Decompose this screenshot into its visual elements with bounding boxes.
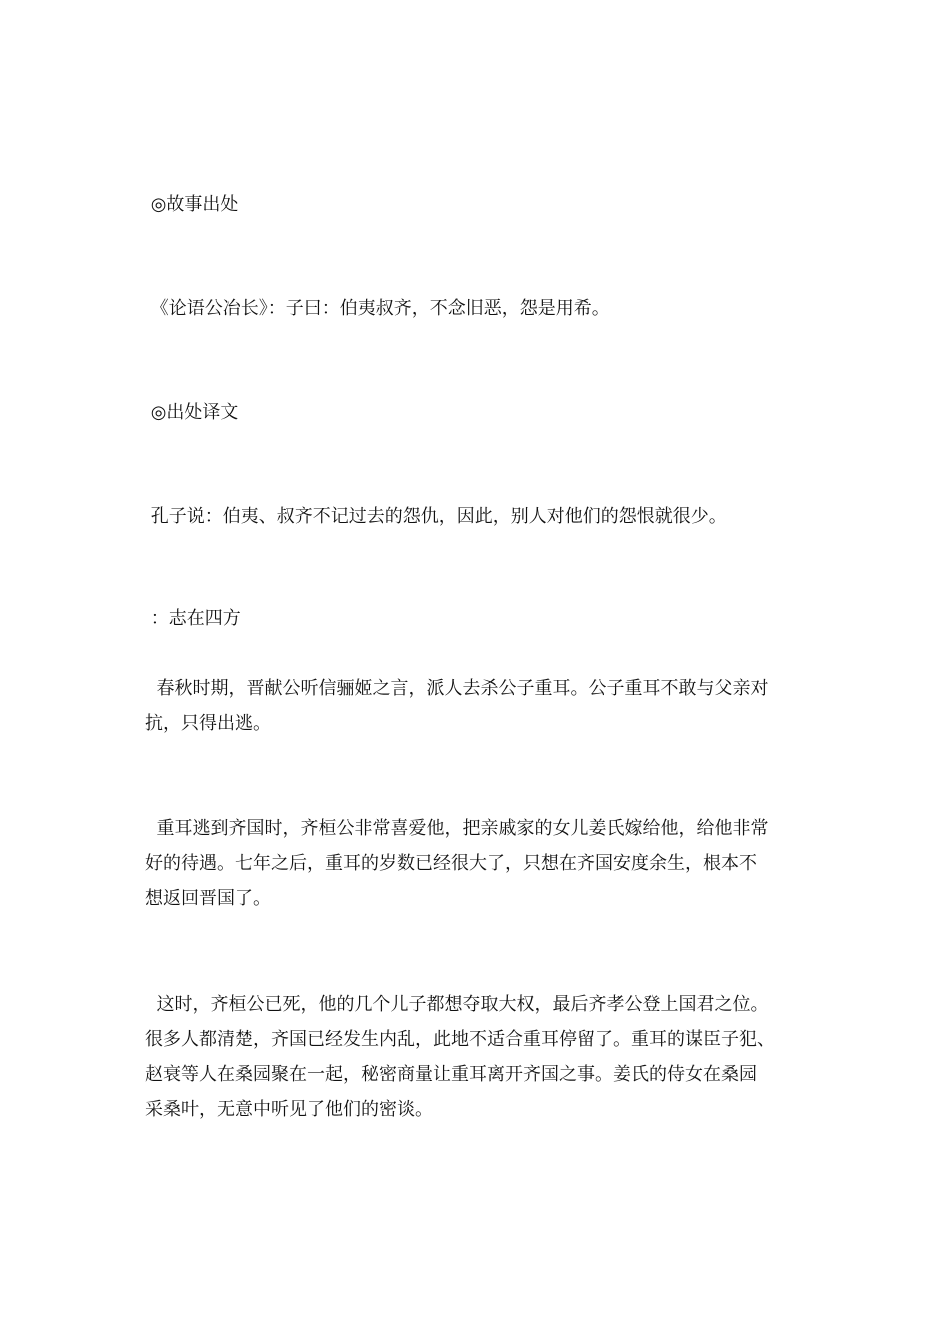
paragraph-1 [145, 678, 810, 735]
paragraph-line: 春秋时期，晋献公听信骊姬之言，派人去杀公子重耳。公子重耳不敢与父亲对 [145, 678, 769, 699]
paragraph-2 [145, 818, 810, 910]
paragraph-line: 重耳逃到齐国时，齐桓公非常喜爱他，把亲戚家的女儿姜氏嫁给他，给他非常 [145, 818, 769, 839]
section-heading-source: ◎故事出处 [145, 194, 239, 215]
section-heading-translation: ◎出处译文 [145, 402, 239, 423]
source-quote: 《论语公冶长》：子曰：伯夷叔齐，不念旧恶，怨是用希。 [145, 298, 610, 319]
paragraph-line: 抗，只得出逃。 [145, 713, 271, 734]
paragraph-line: 好的待遇。七年之后，重耳的岁数已经很大了，只想在齐国安度余生，根本不 [145, 853, 757, 874]
translation-text: 孔子说：伯夷、叔齐不记过去的怨仇，因此，别人对他们的怨恨就很少。 [145, 506, 727, 527]
paragraph-line: 赵衰等人在桑园聚在一起，秘密商量让重耳离开齐国之事。姜氏的侍女在桑园 [145, 1064, 757, 1085]
paragraph-line: 想返回晋国了。 [145, 888, 271, 909]
story-title: ：志在四方 [145, 608, 241, 629]
paragraph-line: 很多人都清楚，齐国已经发生内乱，此地不适合重耳停留了。重耳的谋臣子犯、 [145, 1029, 775, 1050]
paragraph-3 [145, 994, 810, 1121]
paragraph-line: 这时，齐桓公已死，他的几个儿子都想夺取大权，最后齐孝公登上国君之位。 [145, 994, 769, 1015]
paragraph-line: 采桑叶，无意中听见了他们的密谈。 [145, 1099, 433, 1120]
